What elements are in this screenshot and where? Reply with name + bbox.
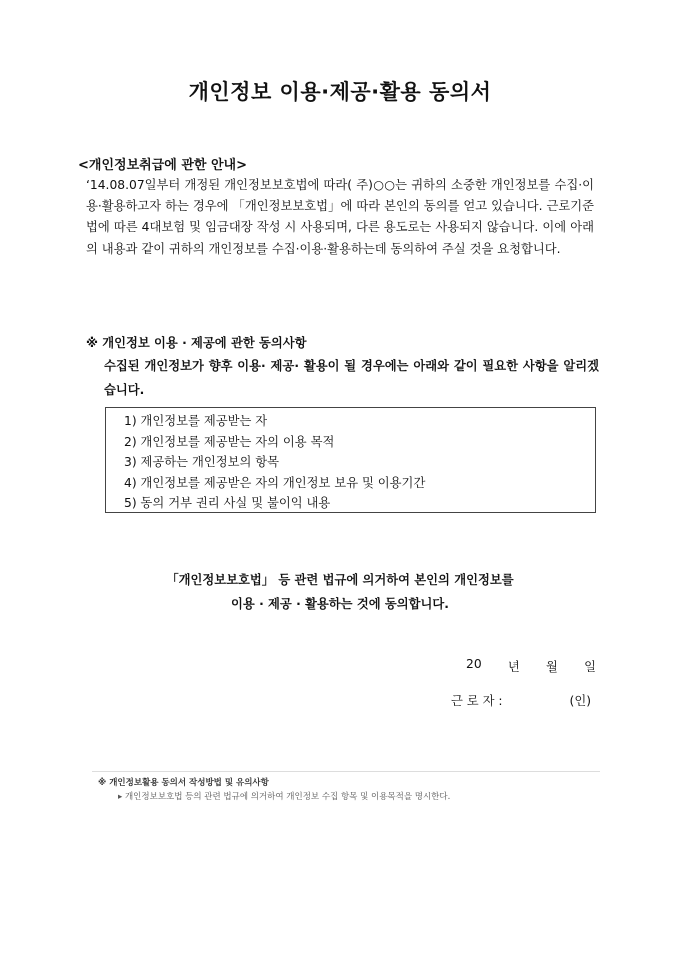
list-item: 5) 동의 거부 권리 사실 및 불이익 내용 [124, 496, 331, 510]
seal-mark: (인) [569, 694, 591, 708]
date-year-label: 년 [507, 660, 520, 674]
date-year-prefix: 20 [466, 657, 482, 671]
date-day-label: 일 [584, 660, 596, 674]
list-item: 3) 제공하는 개인정보의 항목 [124, 455, 280, 469]
footnote-title: ※ 개인정보활용 동의서 작성방법 및 유의사항 [98, 778, 269, 788]
list-item: 2) 개인정보를 제공받는 자의 이용 목적 [124, 434, 335, 449]
footnote-item: ▸ 개인정보보호법 등의 관련 법규에 의거하여 개인정보 수집 항목 및 이용목적을 명시한다. [118, 792, 451, 802]
date-month-label: 월 [545, 660, 558, 674]
worker-signature-line [451, 691, 591, 709]
notice-body: ‘14.08.07일부터 개정된 개인정보보호법에 따라( 주)○○는 귀하의 소중한 개인정보를 수집·이용·활용하고자 하는 경우에 「개인정보보호법」에 따라 본인의 동의를 얻고 있습니다. 근로기준법에 따른 4대보험 및 임금대장 작성 시 사용되며, 다른 용도로는 사용되지 않습니다. 이에 아래의 내용과 같이 귀하의 개인정보를 수집·이용·활용하는데 동의하여 주실 것을 요청합니다. [86, 178, 594, 256]
consent-items-list [106, 408, 595, 514]
list-item: 1) 개인정보를 제공받는 자 [124, 414, 268, 428]
signature-date [466, 657, 596, 675]
agreement-statement [0, 568, 680, 616]
document-title: 개인정보 이용·제공·활용 동의서 [188, 80, 492, 104]
list-item: 4) 개인정보를 제공받은 자의 개인정보 보유 및 이용기간 [124, 475, 426, 490]
footnote-divider [92, 771, 600, 772]
consent-items-heading: ※ 개인정보 이용 · 제공에 관한 동의사항 [86, 336, 307, 350]
agreement-line-2: 이용 · 제공 · 활용하는 것에 동의합니다. [231, 597, 449, 611]
consent-items-box [105, 407, 596, 513]
agreement-line-1: 「개인정보보호법」 등 관련 법규에 의거하여 본인의 개인정보를 [166, 573, 514, 587]
notice-heading: <개인정보취급에 관한 안내> [78, 158, 247, 173]
worker-label: 근 로 자 : [451, 694, 503, 708]
consent-items-intro: 수집된 개인정보가 향후 이용· 제공· 활용이 될 경우에는 아래와 같이 필요한 사항을 알리겠습니다. [104, 359, 599, 397]
